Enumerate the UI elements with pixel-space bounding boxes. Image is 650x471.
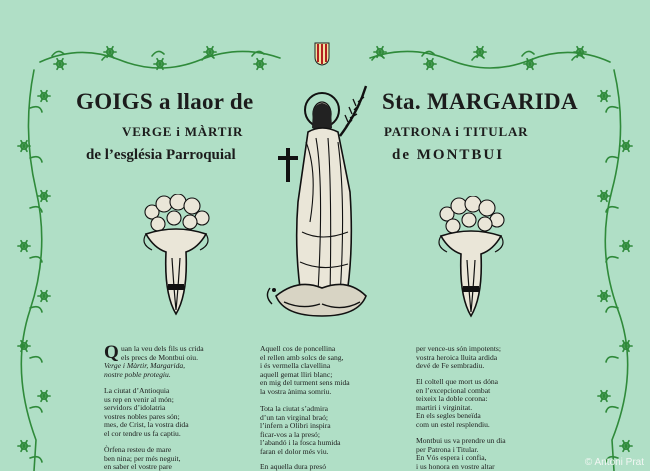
verse-line: d’un tan virginal braó; (260, 412, 328, 422)
verse-line: Tota la ciutat s’admira (260, 404, 328, 413)
copyright-notice: © Antoni Prat (584, 457, 644, 468)
verse-line: en l’excepcional combat (416, 385, 491, 395)
verse-line: teixeix la doble corona: (416, 394, 488, 404)
verse-line: en saber el vostre pare (104, 462, 172, 471)
verse-line: En Vós espera i confia, (416, 453, 487, 463)
title-right-bottom: de MONTBUI (392, 147, 505, 163)
verse-line: En els segles beneïda (416, 411, 481, 421)
stanza-1 (104, 344, 204, 379)
verse-line: com un estel resplendiu. (416, 419, 490, 429)
stanza-9 (416, 437, 506, 471)
verse-line: els precs de Montbui oiu. (121, 352, 198, 362)
verse-line: En aquella dura presó (260, 462, 326, 471)
verse-line: ben nina; per més neguit, (104, 453, 181, 463)
stanza-2 (104, 387, 189, 439)
stanza-4 (260, 345, 350, 397)
verse-line: per Patrona i Titular. (416, 444, 479, 454)
verse-line: El coltell que mort us dóna (416, 377, 499, 386)
verse-line: ficar-vos a la presó; (260, 429, 320, 439)
flower-vase-right (433, 196, 509, 320)
verse-line: mes, de Crist, la vostra dida (104, 420, 189, 430)
stanza-8 (416, 378, 498, 430)
title-left-bottom: de l’església Parroquial (86, 147, 236, 163)
verse-line: Òrfena resteu de mare (104, 445, 172, 454)
verse-line: Verge i Màrtir, Margarida, (104, 361, 186, 371)
verse-line: nostre poble protegiu. (104, 369, 171, 379)
saint-margaret-illustration (262, 82, 374, 338)
verse-line: faran el dolor més viu. (260, 446, 329, 456)
stanza-3 (104, 446, 181, 471)
verse-line: per vence-us són impotents; (416, 344, 501, 353)
verse-line: us rep en venir al món; (104, 394, 174, 404)
title-left-main: GOIGS a llaor de (76, 89, 254, 114)
stanza-7 (416, 345, 501, 371)
verse-line: Montbui us va prendre un dia (416, 436, 506, 445)
verse-line: uan la veu dels fils us crida (121, 344, 204, 353)
verse-line: l’abandó i la fosca humida (260, 438, 341, 448)
verse-line: vostra heroica lluita ardida (416, 352, 498, 362)
verse-line: Aquell cos de poncellina (260, 344, 336, 353)
verse-line: l’infern a Olibri inspira (260, 421, 331, 431)
verse-line: devé de Fe sembradiu. (416, 361, 485, 371)
verse-line: el rellen amb solcs de sang, (260, 352, 344, 362)
verse-line: el cor tendre us fa captiu. (104, 428, 181, 438)
drop-cap: Q (104, 342, 119, 363)
title-right-main: Sta. MARGARIDA (382, 89, 578, 114)
verse-line: martiri i virginitat. (416, 402, 473, 412)
verse-line: La ciutat d’Antioquia (104, 386, 170, 395)
verse-line: i és vermella clavellina (260, 361, 331, 371)
flower-vase-left (138, 194, 214, 318)
stanza-6 (260, 463, 326, 471)
verse-line: aquell gemat lliri blanc; (260, 369, 333, 379)
verse-line: la vostra ànima somriu. (260, 386, 332, 396)
verse-line: vostres nobles pares són; (104, 411, 180, 421)
title-right-sub: PATRONA i TITULAR (384, 124, 529, 139)
verse-line: servidors d’idolatria (104, 403, 166, 413)
stanza-5 (260, 405, 341, 457)
verse-line: en mig del turment sens mida (260, 378, 350, 388)
title-left-sub: VERGE i MÀRTIR (122, 124, 244, 139)
coat-of-arms-icon (314, 42, 330, 66)
verse-line: i us honora en vostre altar (416, 461, 495, 471)
